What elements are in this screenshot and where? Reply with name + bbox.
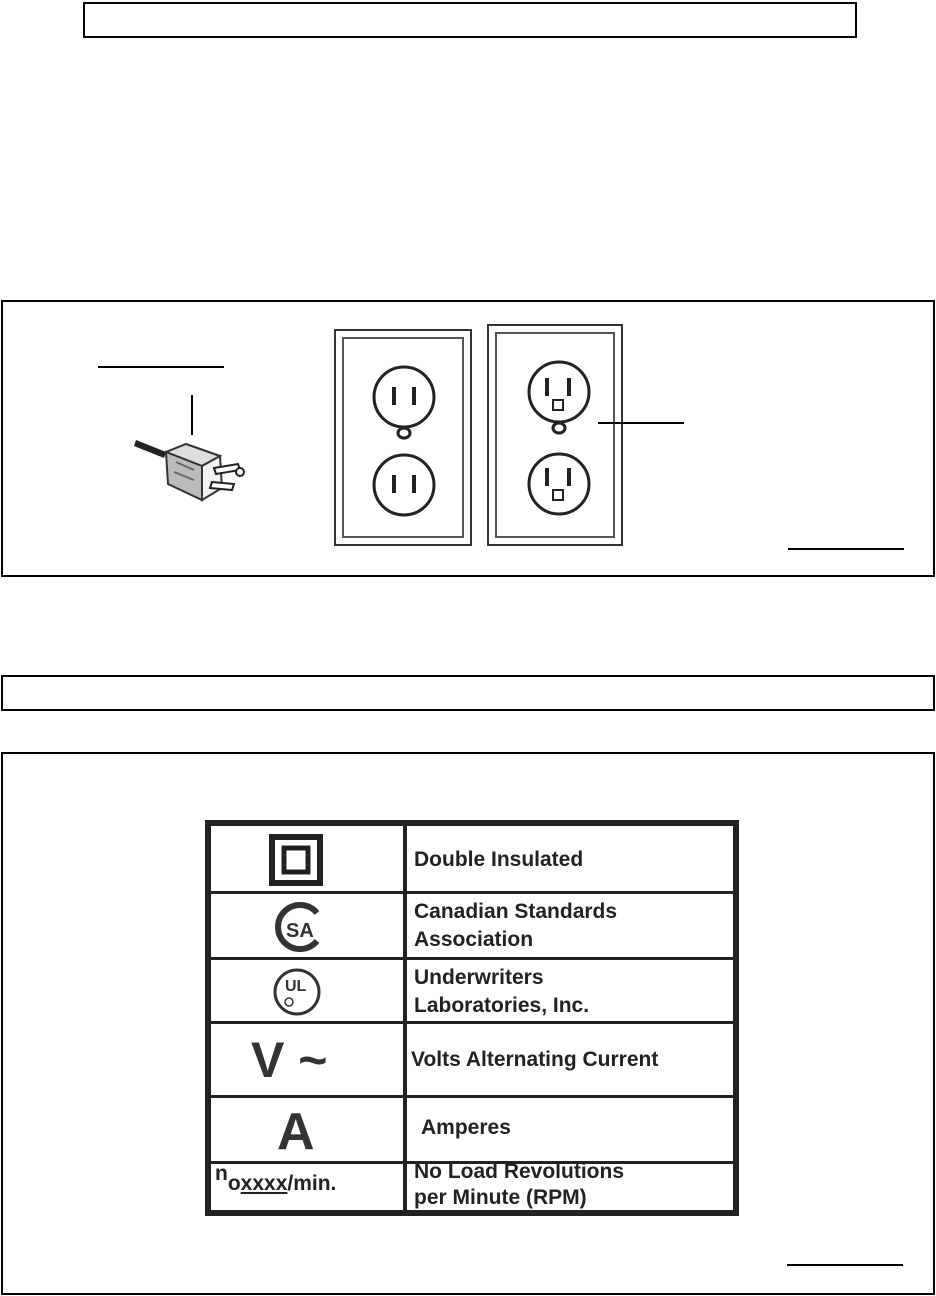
description-cell	[411, 1160, 733, 1216]
plug-label-line	[98, 366, 224, 368]
description-line: per Minute (RPM)	[414, 1186, 587, 1209]
description-cell	[411, 826, 733, 891]
symbol-n: n	[215, 1162, 228, 1185]
description-cell	[411, 894, 733, 957]
two-slot-outlet-plate	[334, 329, 472, 546]
symbol-o: o	[227, 1172, 241, 1195]
grounded-receptacle-icon	[519, 356, 599, 526]
description-line: Volts Alternating Current	[411, 1048, 659, 1071]
table-row	[211, 1098, 733, 1164]
outlet-leader-line	[598, 422, 684, 424]
symbol-xxxx: xxxx	[240, 1172, 288, 1195]
symbol-cell	[211, 826, 407, 891]
table-row	[211, 960, 733, 1024]
figure-outlets	[1, 300, 935, 577]
description-cell	[411, 1098, 733, 1161]
description-line: Amperes	[421, 1116, 511, 1139]
symbol-cell	[211, 1098, 407, 1161]
double-insulated-icon	[269, 834, 323, 886]
svg-text:UL: UL	[285, 978, 307, 995]
heading-box-middle	[1, 675, 935, 711]
svg-text:SA: SA	[286, 920, 314, 942]
symbol-cell	[211, 1164, 407, 1216]
table-row	[211, 894, 733, 960]
three-prong-plug-icon	[128, 422, 258, 512]
table-row	[211, 826, 733, 894]
symbols-table	[205, 820, 739, 1216]
symbol-cell	[211, 1024, 407, 1095]
figure-caption-line	[787, 1264, 903, 1266]
two-slot-receptacle-icon	[366, 361, 446, 531]
table-row	[211, 1160, 733, 1216]
symbol-cell	[211, 960, 407, 1021]
amperes-icon: A	[277, 1103, 315, 1161]
symbol-cell	[211, 894, 407, 957]
symbol-per-min: /min.	[287, 1172, 337, 1195]
ul-icon	[271, 966, 323, 1018]
table-row	[211, 1024, 733, 1098]
description-line: Association	[414, 928, 534, 951]
no-load-speed-symbol	[215, 1162, 337, 1195]
description-line: Underwriters	[414, 966, 544, 989]
csa-icon	[273, 901, 325, 953]
description-cell	[411, 960, 733, 1021]
description-line: Laboratories, Inc.	[414, 994, 590, 1017]
description-cell	[411, 1024, 733, 1095]
heading-box-top	[83, 2, 857, 38]
grounded-outlet-plate	[487, 324, 623, 546]
volts-ac-icon: V ~	[251, 1032, 328, 1088]
description-line: Canadian Standards	[414, 900, 618, 923]
description-line: No Load Revolutions	[414, 1160, 624, 1183]
description-line: Double Insulated	[414, 848, 584, 871]
figure-caption-line	[788, 548, 904, 550]
